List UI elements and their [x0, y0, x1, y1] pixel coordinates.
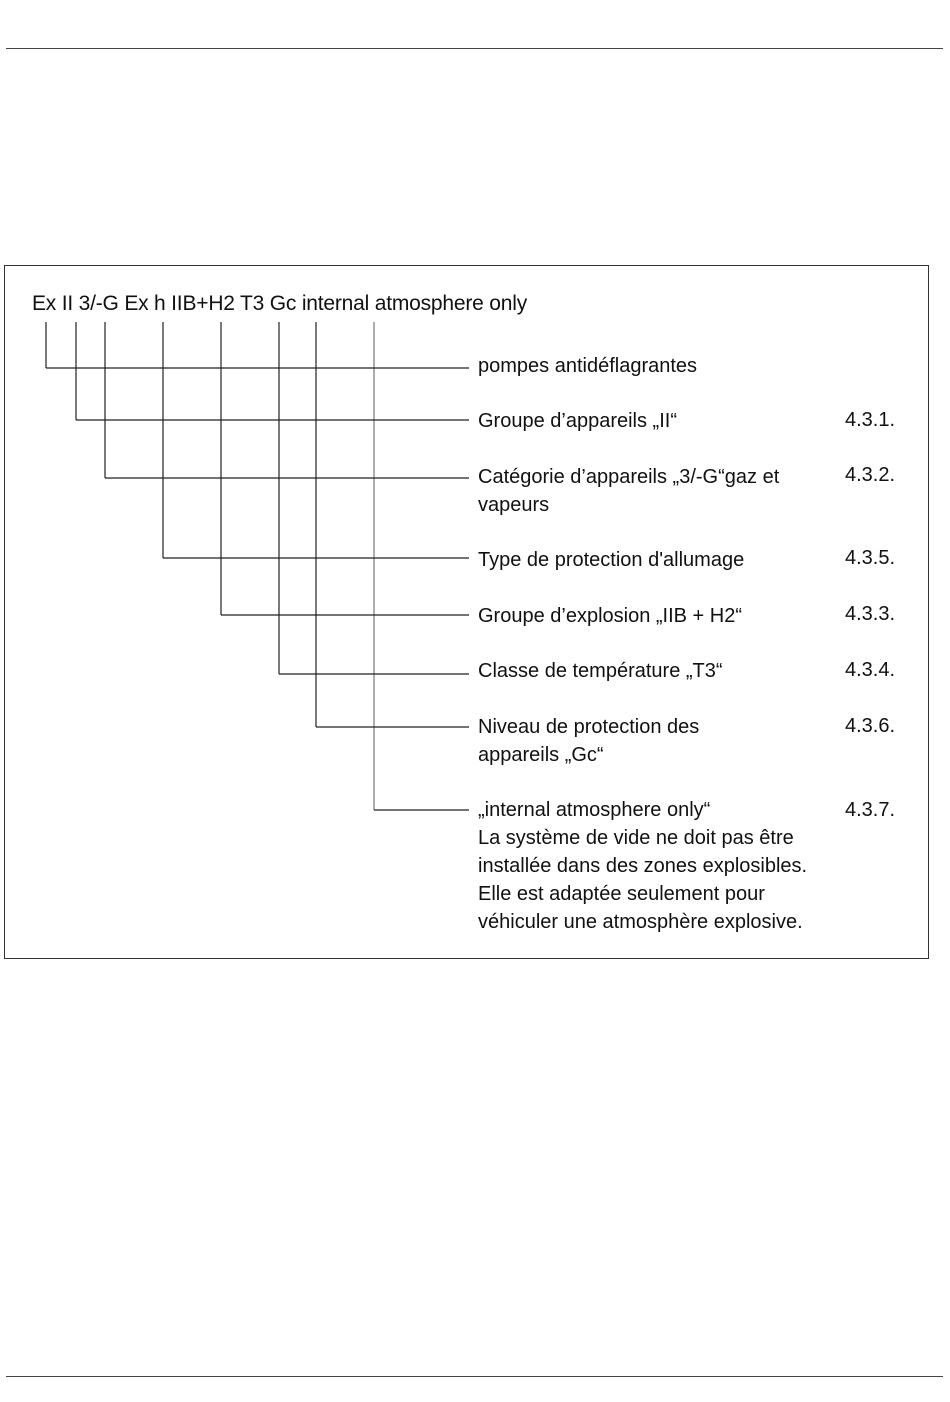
item-label-equipment-category: Catégorie d’appareils „3/-G“gaz et vapeurs [478, 466, 780, 516]
item-ref-equipment-category: 4.3.2. [845, 464, 896, 486]
item-ref-protection-type: 4.3.5. [845, 547, 896, 569]
item-ref-explosion-group: 4.3.3. [845, 603, 896, 625]
item-label-temperature-class: Classe de température „T3“ [478, 660, 723, 682]
item-label-equipment-protection-level: Niveau de protection des appareils „Gc“ [478, 716, 700, 766]
item-label-internal-atmosphere: „internal atmosphere only“ [478, 799, 711, 821]
item-label-antideflagrant-pumps: pompes antidéflagrantes [478, 355, 698, 377]
item-label-explosion-group: Groupe d’explosion „IIB + H2“ [478, 605, 743, 627]
item-ref-equipment-group: 4.3.1. [845, 409, 896, 431]
atex-marking: Ex II 3/-G Ex h IIB+H2 T3 Gc internal atmosphere only [32, 292, 527, 315]
item-label-protection-type: Type de protection d'allumage [478, 549, 745, 571]
item-note-internal-atmosphere: La système de vide ne doit pas être installée dans des zones explosibles. Elle est adaptée seulement pour véhiculer une atmosphère explosive. [478, 827, 808, 933]
item-label-equipment-group: Groupe d’appareils „II“ [478, 410, 677, 432]
footer-rule [6, 1376, 943, 1377]
item-ref-internal-atmosphere: 4.3.7. [845, 799, 896, 821]
item-ref-temperature-class: 4.3.4. [845, 659, 896, 681]
item-ref-equipment-protection-level: 4.3.6. [845, 715, 896, 737]
